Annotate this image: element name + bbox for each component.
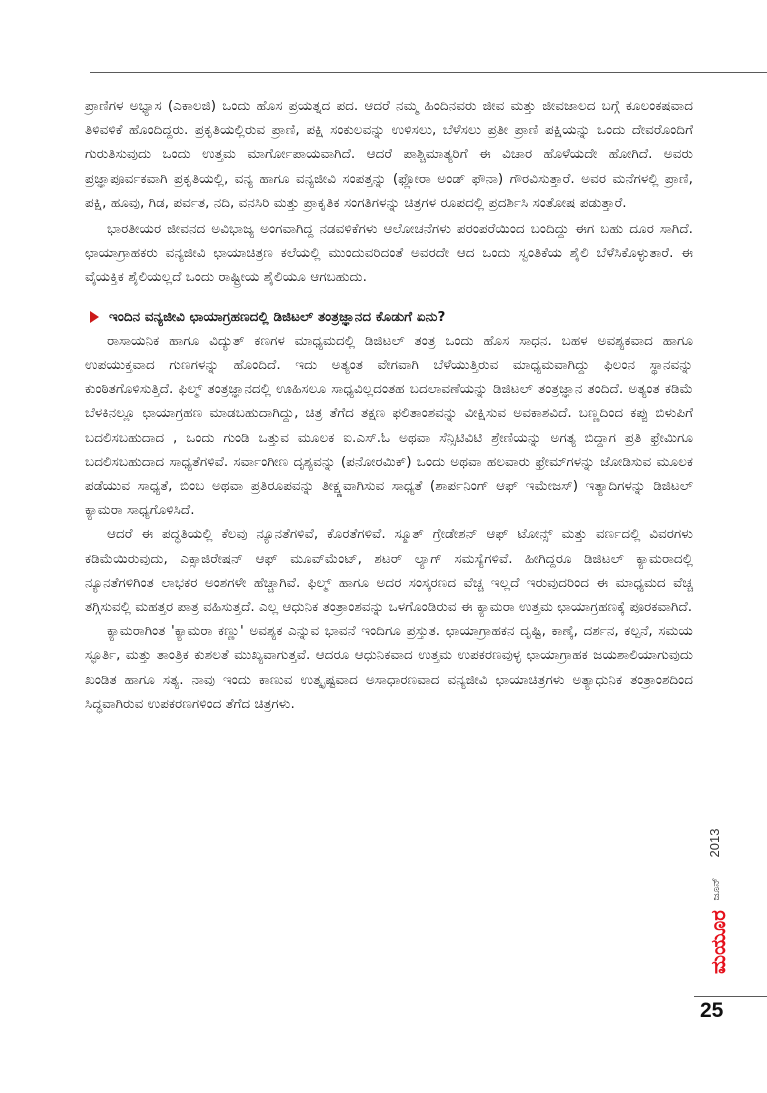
article-paragraph: ಪ್ರಾಣಿಗಳ ಅಭ್ಯಾಸ (ಎಕಾಲಜಿ) ಒಂದು ಹೊಸ ಪ್ರಯತ್ನದ ಪದ. ಆದರೆ ನಮ್ಮ ಹಿಂದಿನವರು ಜೀವ ಮತ್ತು ಜೀವಜಾಲದ ಬಗ್ಗೆ ಕೂಲಂಕಷವಾದ ತಿಳಿವಳಿಕೆ ಹೊಂದಿದ್ದರು. ಪ್ರಕೃತಿಯಲ್ಲಿರುವ ಪ್ರಾಣಿ, ಪಕ್ಷಿ ಸಂಕುಲವನ್ನು ಉಳಿಸಲು, ಬೆಳೆಸಲು ಪ್ರತೀ ಪ್ರಾಣಿ ಪಕ್ಷಿಯನ್ನು ಒಂದು ದೇವರೊಂದಿಗೆ ಗುರುತಿಸುವುದು ಒಂದು ಉತ್ತಮ ಮಾರ್ಗೋಪಾಯವಾಗಿದೆ. ಆದರೆ ಪಾಶ್ಚಿಮಾತ್ಯರಿಗೆ ಈ ವಿಚಾರ ಹೊಳೆಯದೇ ಹೋಗಿದೆ. ಅವರು ಪ್ರಜ್ಞಾಪೂರ್ವಕವಾಗಿ ಪ್ರಕೃತಿಯಲ್ಲಿ, ವನ್ಯ ಹಾಗೂ ವನ್ಯಜೀವಿ ಸಂಪತ್ತನ್ನು (ಫ್ಲೋರಾ ಅಂಡ್ ಫೌನಾ) ಗೌರವಿಸುತ್ತಾರೆ. ಅವರ ಮನೆಗಳಲ್ಲಿ ಪ್ರಾಣಿ, ಪಕ್ಷಿ, ಹೂವು, ಗಿಡ, ಪರ್ವತ, ನದಿ, ವನಸಿರಿ ಮತ್ತು ಪ್ರಾಕೃತಿಕ ಸಂಗತಿಗಳನ್ನು ಚಿತ್ರಗಳ ರೂಪದಲ್ಲಿ ಪ್ರದರ್ಶಿಸಿ ಸಂತೋಷ ಪಡುತ್ತಾರೆ. [85, 98, 693, 211]
answer-paragraph: ರಾಸಾಯನಿಕ ಹಾಗೂ ವಿದ್ಯುತ್ ಕಣಗಳ ಮಾಧ್ಯಮದಲ್ಲಿ ಡಿಜಿಟಲ್ ತಂತ್ರ ಒಂದು ಹೊಸ ಸಾಧನ. ಬಹಳ ಅವಶ್ಯಕವಾದ ಹಾಗೂ ಉಪಯುಕ್ತವಾದ ಗುಣಗಳನ್ನು ಹೊಂದಿದೆ. ಇದು ಅತ್ಯಂತ ವೇಗವಾಗಿ ಬೆಳೆಯುತ್ತಿರುವ ಮಾಧ್ಯಮವಾಗಿದ್ದು ಫಿಲಂನ ಸ್ಥಾನವನ್ನು ಕುಂಠಿತಗೊಳಿಸುತ್ತಿದೆ. ಫಿಲ್ಮ್ ತಂತ್ರಜ್ಞಾನದಲ್ಲಿ ಊಹಿಸಲೂ ಸಾಧ್ಯವಿಲ್ಲದಂತಹ ಬದಲಾವಣೆಯನ್ನು ಡಿಜಿಟಲ್ ತಂತ್ರಜ್ಞಾನ ತಂದಿದೆ. ಅತ್ಯಂತ ಕಡಿಮೆ ಬೆಳಕಿನಲ್ಲೂ ಛಾಯಾಗ್ರಹಣ ಮಾಡಬಹುದಾಗಿದ್ದು, ಚಿತ್ರ ತೆಗೆದ ತಕ್ಷಣ ಫಲಿತಾಂಶವನ್ನು ವೀಕ್ಷಿಸುವ ಅವಕಾಶವಿದೆ. ಬಣ್ಣದಿಂದ ಕಪ್ಪು ಬಿಳುಪಿಗೆ ಬದಲಿಸಬಹುದಾದ , ಒಂದು ಗುಂಡಿ ಒತ್ತುವ ಮೂಲಕ ಐ.ಎಸ್.ಓ ಅಥವಾ ಸೆನ್ಸಿಟಿವಿಟಿ ಶ್ರೇಣಿಯನ್ನು ಅಗತ್ಯ ಬಿದ್ದಾಗ ಪ್ರತಿ ಫ್ರೇಮಿಗೂ ಬದಲಿಸಬಹುದಾದ ಸಾಧ್ಯತೆಗಳಿವೆ. ಸರ್ವಾಂಗೀಣ ದೃಶ್ಯವನ್ನು (ಪನೋರಮಿಕ್) ಒಂದು ಅಥವಾ ಹಲವಾರು ಫ್ರೇಮ್‌ಗಳನ್ನು ಜೋಡಿಸುವ ಮೂಲಕ ಪಡೆಯುವ ಸಾಧ್ಯತೆ, ಬಿಂಬ ಅಥವಾ ಪ್ರತಿರೂಪವನ್ನು ತೀಕ್ಷ್ಣವಾಗಿಸುವ ಸಾಧ್ಯತೆ (ಶಾರ್ಪನಿಂಗ್ ಆಫ್ ಇಮೇಜಸ್) ಇತ್ಯಾದಿಗಳನ್ನು ಡಿಜಿಟಲ್ ಕ್ಯಾಮರಾ ಸಾಧ್ಯಗೊಳಿಸಿದೆ. [85, 332, 693, 519]
article-paragraph: ಭಾರತೀಯರ ಜೀವನದ ಅವಿಭಾಜ್ಯ ಅಂಗವಾಗಿದ್ದ ನಡವಳಿಕೆಗಳು ಆಲೋಚನೆಗಳು ಪರಂಪರೆಯಿಂದ ಬಂದಿದ್ದು ಈಗ ಬಹು ದೂರ ಸಾಗಿದೆ. ಛಾಯಾಗ್ರಾಹಕರು ವನ್ಯಜೀವಿ ಛಾಯಾಚಿತ್ರಣ ಕಲೆಯಲ್ಲಿ ಮುಂದುವರಿದಂತೆ ಅವರದೇ ಆದ ಒಂದು ಸ್ವಂತಿಕೆಯ ಶೈಲಿ ಬೆಳೆಸಿಕೊಳ್ಳುತಾರೆ. ಈ ವೈಯಕ್ತಿಕ ಶೈಲಿಯಲ್ಲದೆ ಒಂದು ರಾಷ್ಟ್ರೀಯ ಶೈಲಿಯೂ ಆಗಬಹುದು. [85, 221, 693, 286]
magazine-logo: ಮಯೂರ [706, 910, 730, 974]
answer-paragraph: ಆದರೆ ಈ ಪದ್ಧತಿಯಲ್ಲಿ ಕೆಲವು ನ್ಯೂನತೆಗಳಿವೆ, ಕೊರತೆಗಳಿವೆ. ಸ್ಮೂತ್ ಗ್ರೇಡೇಶನ್ ಆಫ್ ಟೋನ್ಸ್ ಮತ್ತು ವರ್ಣದಲ್ಲಿ ವಿವರಗಳು ಕಡಿಮೆಯಿರುವುದು, ಎಕ್ಸಾಜಿರೇಷನ್ ಆಫ್ ಮೂವ್‌ಮೆಂಟ್, ಶಟರ್ ಲ್ಯಾಗ್ ಸಮಸ್ಯೆಗಳಿವೆ. ಹೀಗಿದ್ದರೂ ಡಿಜಿಟಲ್ ಕ್ಯಾಮರಾದಲ್ಲಿ ನ್ಯೂನತೆಗಳಿಗಿಂತ ಲಾಭಕರ ಅಂಶಗಳೇ ಹೆಚ್ಚಾಗಿವೆ. ಫಿಲ್ಮ್ ಹಾಗೂ ಅದರ ಸಂಸ್ಕರಣದ ವೆಚ್ಚ ಇಲ್ಲದೆ ಇರುವುದರಿಂದ ಈ ಮಾಧ್ಯಮದ ವೆಚ್ಚ ತಗ್ಗಿಸುವಲ್ಲಿ ಮಹತ್ತರ ಪಾತ್ರ ವಹಿಸುತ್ತದೆ. ಎಲ್ಲ ಆಧುನಿಕ ತಂತ್ರಾಂಶವನ್ನು ಒಳಗೊಂಡಿರುವ ಈ ಕ್ಯಾಮರಾ ಉತ್ತಮ ಛಾಯಾಗ್ರಹಣಕ್ಕೆ ಪೂರಕವಾಗಿದೆ. [85, 526, 693, 616]
answer-paragraph: ಕ್ಯಾಮರಾಗಿಂತ 'ಕ್ಯಾಮರಾ ಕಣ್ಣು' ಅವಶ್ಯಕ ಎನ್ನುವ ಭಾವನೆ ಇಂದಿಗೂ ಪ್ರಸ್ತುತ. ಛಾಯಾಗ್ರಾಹಕನ ದೃಷ್ಟಿ, ಕಾಣ್ಕೆ, ದರ್ಶನ, ಕಲ್ಪನೆ, ಸಮಯ ಸ್ಫೂರ್ತಿ, ಮತ್ತು ತಾಂತ್ರಿಕ ಕುಶಲತೆ ಮುಖ್ಯವಾಗುತ್ತವೆ. ಆದರೂ ಆಧುನಿಕವಾದ ಉತ್ತಮ ಉಪಕರಣವುಳ್ಳ ಛಾಯಾಗ್ರಾಹಕ ಜಯಶಾಲಿಯಾಗುವುದು ಖಂಡಿತ ಹಾಗೂ ಸತ್ಯ. ನಾವು ಇಂದು ಕಾಣುವ ಉತ್ಕೃಷ್ಟವಾದ ಅಸಾಧಾರಣವಾದ ವನ್ಯಜೀವಿ ಛಾಯಾಚಿತ್ರಗಳು ಅತ್ಯಾಧುನಿಕ ತಂತ್ರಾಂಶದಿಂದ ಸಿದ್ಧವಾಗಿರುವ ಉಪಕರಣಗಳಿಂದ ತೆಗೆದ ಚಿತ್ರಗಳು. [85, 623, 693, 712]
footer-divider [694, 996, 767, 997]
article-body [85, 94, 693, 716]
issue-year: 2013 [707, 828, 722, 858]
page-number: 25 [700, 999, 724, 1022]
triangle-bullet-icon [90, 311, 99, 323]
issue-month: ಜೂನ್ [710, 877, 722, 901]
interview-question [85, 305, 693, 329]
question-text: ಇಂದಿನ ವನ್ಯಜೀವಿ ಛಾಯಾಗ್ರಹಣದಲ್ಲಿ ಡಿಜಿಟಲ್ ತಂತ್ರಜ್ಞಾನದ ಕೊಡುಗೆ ಏನು? [109, 308, 446, 325]
top-divider [90, 72, 767, 73]
